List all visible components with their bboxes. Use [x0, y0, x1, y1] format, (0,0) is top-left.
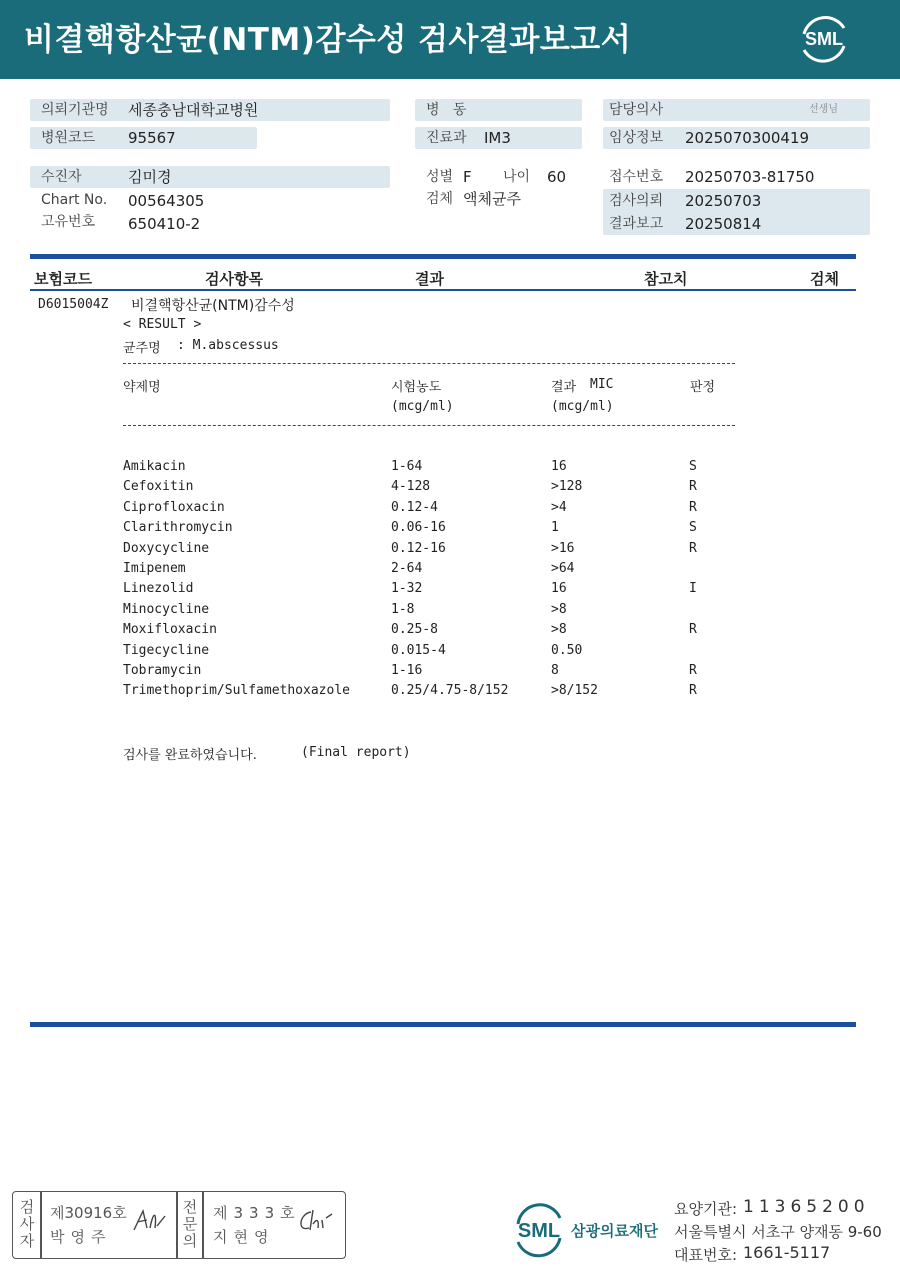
drug-range: 0.12-16 [391, 540, 446, 556]
institution-code-value: 11365200 [743, 1197, 870, 1217]
final-note-kor: 검사를 완료하였습니다. [123, 748, 257, 763]
department-label: 진료과 [426, 130, 467, 146]
final-note-eng: (Final report) [301, 745, 411, 760]
patient-value: 김미경 [128, 168, 172, 186]
drug-header: 약제명 [123, 380, 161, 395]
spec-license: 제333호 [213, 1204, 301, 1222]
drug-name: Linezolid [123, 581, 194, 597]
chart-no-label: Chart No. [41, 192, 108, 208]
ward-label: 병 동 [426, 102, 467, 118]
footer-logo-text: SML [517, 1220, 561, 1242]
report-date-label: 결과보고 [609, 216, 664, 232]
tech-license: 제30916호 [50, 1204, 127, 1222]
drug-name: Tobramycin [123, 663, 202, 678]
table-row [0, 663, 900, 683]
drug-range: 2-64 [391, 561, 423, 576]
drug-mic: 16 [551, 581, 567, 597]
header-bottom-rule [30, 289, 856, 291]
result-tag: < RESULT > [123, 317, 202, 332]
drug-mic: >128 [551, 479, 583, 495]
col-item: 검사항목 [205, 270, 263, 288]
specimen-label: 검체 [426, 191, 454, 207]
drug-interp: I [689, 581, 697, 597]
drug-mic: >8/152 [551, 683, 598, 699]
table-row [0, 602, 900, 622]
doctor-label: 담당의사 [609, 102, 664, 118]
drug-mic: >8 [551, 601, 567, 617]
table-row [0, 561, 900, 581]
patient-box [30, 166, 390, 188]
drug-interp: S [689, 459, 697, 474]
drug-interp: R [689, 683, 697, 699]
drug-mic: >8 [551, 622, 567, 638]
institution-label: 의뢰기관명 [41, 102, 109, 118]
col-reference: 참고치 [644, 270, 688, 288]
drug-range: 4-128 [391, 479, 431, 495]
age-label: 나이 [503, 169, 531, 185]
drug-name: Ciprofloxacin [123, 499, 225, 515]
drug-range: 1-64 [391, 459, 423, 474]
interp-header: 판정 [690, 380, 716, 395]
chart-no-value: 00564305 [128, 192, 205, 210]
conc-header: 시험농도 [391, 380, 442, 395]
hospital-code-value: 95567 [128, 129, 176, 147]
sml-logo [796, 12, 852, 64]
drug-mic: >16 [551, 540, 575, 556]
phone-value: 1661-5117 [743, 1243, 831, 1262]
unique-no-value: 650410-2 [128, 215, 201, 233]
insurance-code: D6015004Z [38, 297, 109, 312]
specimen-value: 액체균주 [463, 190, 521, 208]
drug-range: 0.12-4 [391, 499, 438, 515]
institution-value: 세종충남대학교병원 [128, 101, 259, 119]
drug-mic: >4 [551, 499, 567, 515]
mic-unit: (mcg/ml) [551, 399, 614, 414]
drug-interp: R [689, 622, 697, 638]
drug-mic: 16 [551, 459, 567, 474]
organism-label: 균주명 [123, 341, 161, 356]
drug-name: Doxycycline [123, 540, 210, 556]
sex-value: F [463, 168, 472, 186]
patient-label: 수진자 [41, 169, 82, 185]
institution-code-label: 요양기관: [674, 1200, 738, 1218]
signature-box [12, 1191, 346, 1259]
sex-label: 성별 [426, 169, 454, 185]
drug-interp: R [689, 540, 697, 556]
table-row [0, 520, 900, 540]
col-result: 결과 [415, 270, 444, 288]
clinical-label: 임상정보 [609, 130, 664, 146]
drug-range: 1-16 [391, 663, 423, 678]
drug-name: Imipenem [123, 561, 186, 576]
drug-range: 0.25-8 [391, 622, 438, 638]
drug-interp: R [689, 663, 697, 678]
tech-label: 검사자 [19, 1198, 35, 1250]
age-value: 60 [547, 168, 567, 186]
table-row [0, 541, 900, 561]
drug-interp: R [689, 479, 697, 495]
unique-no-label: 고유번호 [41, 214, 96, 230]
drug-mic: >64 [551, 561, 575, 576]
drug-mic: 1 [551, 520, 559, 536]
conc-unit: (mcg/ml) [391, 399, 454, 414]
dash-rule-bottom [123, 425, 735, 426]
spec-name: 지현영 [213, 1228, 275, 1246]
drug-interp: S [689, 520, 697, 536]
table-row [0, 500, 900, 520]
report-title: 비결핵항산균(NTM)감수성 검사결과보고서 [24, 22, 632, 58]
dash-rule-top [123, 363, 735, 364]
footer-sml-logo [510, 1200, 568, 1258]
drug-name: Amikacin [123, 459, 186, 474]
table-row [0, 479, 900, 499]
test-name: 비결핵항산균(NTM)감수성 [131, 298, 295, 314]
sig-divider-3 [202, 1192, 204, 1258]
table-row [0, 459, 900, 479]
drug-name: Tigecycline [123, 642, 210, 658]
drug-name: Trimethoprim/Sulfamethoxazole [123, 683, 350, 699]
drug-range: 0.06-16 [391, 520, 446, 536]
mic-header-prefix: 결과 [551, 380, 577, 395]
sml-logo-text: SML [805, 29, 843, 49]
drug-range: 0.015-4 [391, 642, 446, 658]
tech-name: 박영주 [50, 1228, 112, 1246]
col-code: 보험코드 [34, 270, 92, 288]
request-value: 20250703 [685, 192, 762, 210]
drug-name: Minocycline [123, 601, 210, 617]
drug-mic: 8 [551, 663, 559, 678]
spec-label: 전문의 [182, 1198, 198, 1250]
hospital-code-label: 병원코드 [41, 130, 96, 146]
mic-header-suffix: MIC [590, 377, 614, 392]
sig-divider-2 [176, 1192, 178, 1258]
department-value: IM3 [484, 129, 511, 147]
report-date-value: 20250814 [685, 215, 762, 233]
sig-divider-1 [40, 1192, 42, 1258]
col-specimen: 검체 [810, 270, 839, 288]
drug-range: 0.25/4.75-8/152 [391, 683, 509, 699]
table-row [0, 683, 900, 703]
drug-name: Cefoxitin [123, 479, 194, 495]
footer-address: 서울특별시 서초구 양재동 9-60 [674, 1223, 882, 1241]
header-top-rule [30, 254, 856, 259]
drug-range: 1-8 [391, 601, 415, 617]
drug-interp: R [689, 499, 697, 515]
tech-signature-icon [131, 1206, 167, 1236]
table-row [0, 643, 900, 663]
doctor-suffix: 선생님 [809, 104, 838, 115]
drug-range: 1-32 [391, 581, 423, 597]
receipt-label: 접수번호 [609, 169, 664, 185]
drug-name: Clarithromycin [123, 520, 233, 536]
table-row [0, 622, 900, 642]
drug-name: Moxifloxacin [123, 622, 217, 638]
phone-label: 대표번호: [674, 1246, 738, 1264]
body-end-rule [30, 1022, 856, 1027]
organism-value: : M.abscessus [177, 338, 279, 353]
drug-mic: 0.50 [551, 642, 583, 658]
request-label: 검사의뢰 [609, 193, 664, 209]
table-row [0, 581, 900, 601]
footer-org-name: 삼광의료재단 [571, 1222, 658, 1240]
clinical-value: 2025070300419 [685, 129, 810, 147]
receipt-value: 20250703-81750 [685, 168, 815, 186]
spec-signature-icon [295, 1206, 335, 1236]
